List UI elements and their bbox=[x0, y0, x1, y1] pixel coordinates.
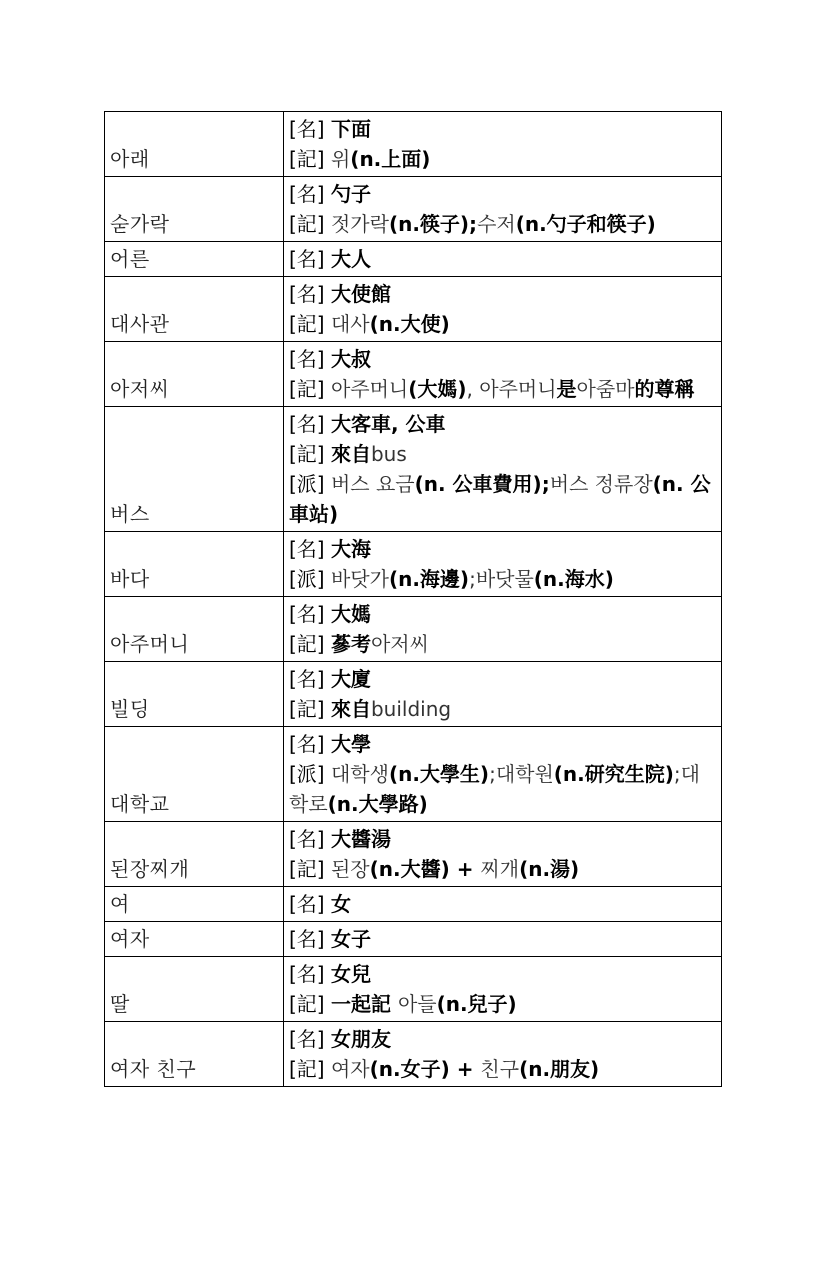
definition-cell bbox=[284, 532, 722, 597]
vocab-row bbox=[105, 177, 722, 242]
korean-text: ; bbox=[469, 567, 476, 591]
definition-line bbox=[289, 629, 716, 659]
definition-line bbox=[289, 439, 716, 469]
chinese-gloss: 大媽 bbox=[330, 602, 371, 626]
definition-line bbox=[289, 374, 716, 404]
chinese-gloss: (大媽) bbox=[408, 377, 467, 401]
entry-tag: [名] bbox=[289, 602, 331, 626]
entry-tag: [名] bbox=[289, 927, 331, 951]
definition-line bbox=[289, 664, 716, 694]
entry-tag: [記] bbox=[289, 697, 331, 721]
korean-text: 친구 bbox=[480, 1057, 520, 1081]
definition-line bbox=[289, 309, 716, 339]
korean-text: 버스 요금 bbox=[330, 472, 415, 496]
definition-line bbox=[289, 694, 716, 724]
chinese-gloss: (n.海水) bbox=[533, 567, 614, 591]
definition-line bbox=[289, 1024, 716, 1054]
definition-cell bbox=[284, 277, 722, 342]
chinese-gloss: (n.湯) bbox=[519, 857, 580, 881]
chinese-gloss: 大海 bbox=[330, 537, 371, 561]
chinese-gloss: 大使館 bbox=[330, 282, 391, 306]
definition-cell bbox=[284, 242, 722, 277]
vocab-row bbox=[105, 597, 722, 662]
definition-line bbox=[289, 729, 716, 759]
chinese-gloss: 大叔 bbox=[330, 347, 371, 371]
chinese-gloss: (n.大學生) bbox=[388, 762, 490, 786]
definition-cell bbox=[284, 407, 722, 532]
definition-cell bbox=[284, 177, 722, 242]
definition-line bbox=[289, 959, 716, 989]
korean-word: 버스 bbox=[105, 407, 284, 532]
chinese-gloss: 大廈 bbox=[330, 667, 371, 691]
definition-line bbox=[289, 469, 716, 529]
definition-cell bbox=[284, 822, 722, 887]
definition-cell bbox=[284, 887, 722, 922]
definition-line bbox=[289, 1054, 716, 1084]
korean-word: 대사관 bbox=[105, 277, 284, 342]
vocab-row bbox=[105, 532, 722, 597]
entry-tag: [名] bbox=[289, 282, 331, 306]
entry-tag: [名] bbox=[289, 667, 331, 691]
entry-tag: [名] bbox=[289, 412, 331, 436]
korean-word: 아저씨 bbox=[105, 342, 284, 407]
korean-text: 아주머니 bbox=[330, 377, 409, 401]
entry-tag: [名] bbox=[289, 537, 331, 561]
chinese-gloss: 勺子 bbox=[330, 182, 371, 206]
definition-cell bbox=[284, 727, 722, 822]
definition-line bbox=[289, 759, 716, 819]
korean-text: ; bbox=[673, 762, 681, 786]
definition-line bbox=[289, 599, 716, 629]
korean-text: ; bbox=[489, 762, 496, 786]
chinese-gloss: (n.大學路) bbox=[327, 792, 428, 816]
entry-tag: [派] bbox=[289, 762, 331, 786]
chinese-gloss: 女兒 bbox=[330, 962, 371, 986]
definition-line bbox=[289, 179, 716, 209]
korean-word: 숟가락 bbox=[105, 177, 284, 242]
entry-tag: [名] bbox=[289, 117, 331, 141]
entry-tag: [記] bbox=[289, 442, 331, 466]
entry-tag: [名] bbox=[289, 962, 331, 986]
entry-tag: [名] bbox=[289, 827, 331, 851]
korean-text: 버스 정류장 bbox=[549, 472, 653, 496]
definition-line bbox=[289, 854, 716, 884]
korean-word: 대학교 bbox=[105, 727, 284, 822]
chinese-gloss: (n.海邊) bbox=[388, 567, 470, 591]
entry-tag: [記] bbox=[289, 632, 331, 656]
definition-line bbox=[289, 144, 716, 174]
korean-text: 젓가락 bbox=[330, 212, 389, 236]
entry-tag: [記] bbox=[289, 312, 331, 336]
vocab-row bbox=[105, 662, 722, 727]
chinese-gloss: (n.上面) bbox=[350, 147, 431, 171]
vocab-row bbox=[105, 887, 722, 922]
chinese-gloss: 下面 bbox=[330, 117, 371, 141]
chinese-gloss: 來自 bbox=[330, 442, 371, 466]
entry-tag: [名] bbox=[289, 247, 331, 271]
vocab-row bbox=[105, 342, 722, 407]
korean-text: , 아주머니 bbox=[466, 377, 557, 401]
entry-tag: [名] bbox=[289, 732, 331, 756]
definition-line bbox=[289, 344, 716, 374]
entry-tag: [名] bbox=[289, 347, 331, 371]
definition-line bbox=[289, 244, 716, 274]
vocab-row bbox=[105, 922, 722, 957]
korean-text: 대학원 bbox=[495, 762, 554, 786]
korean-text: 바닷가 bbox=[330, 567, 389, 591]
korean-text: 대학로 bbox=[289, 762, 700, 816]
definition-cell bbox=[284, 922, 722, 957]
vocab-row bbox=[105, 242, 722, 277]
vocabulary-table bbox=[104, 111, 722, 1087]
definition-line bbox=[289, 114, 716, 144]
korean-text: 된장 bbox=[330, 857, 370, 881]
entry-tag: [記] bbox=[289, 857, 331, 881]
korean-word: 여자 친구 bbox=[105, 1022, 284, 1087]
korean-word: 아주머니 bbox=[105, 597, 284, 662]
vocab-row bbox=[105, 407, 722, 532]
chinese-gloss: 女朋友 bbox=[330, 1027, 391, 1051]
definition-line bbox=[289, 824, 716, 854]
definition-line bbox=[289, 564, 716, 594]
chinese-gloss: 大人 bbox=[330, 247, 371, 271]
korean-text: 아저씨 bbox=[370, 632, 429, 656]
korean-text: 위 bbox=[330, 147, 351, 171]
entry-tag: [記] bbox=[289, 992, 331, 1016]
chinese-gloss: (n.大醬) + bbox=[369, 857, 481, 881]
entry-tag: [記] bbox=[289, 147, 331, 171]
definition-line bbox=[289, 889, 716, 919]
chinese-gloss: 大客車, 公車 bbox=[330, 412, 446, 436]
korean-word: 아래 bbox=[105, 112, 284, 177]
definition-cell bbox=[284, 1022, 722, 1087]
definition-line bbox=[289, 989, 716, 1019]
chinese-gloss: (n.朋友) bbox=[519, 1057, 600, 1081]
document-page bbox=[104, 111, 721, 1087]
chinese-gloss: (n.女子) + bbox=[369, 1057, 481, 1081]
entry-tag: [名] bbox=[289, 892, 331, 916]
entry-tag: [派] bbox=[289, 472, 331, 496]
korean-word: 딸 bbox=[105, 957, 284, 1022]
korean-text: 대학생 bbox=[330, 762, 389, 786]
definition-cell bbox=[284, 597, 722, 662]
definition-line bbox=[289, 209, 716, 239]
korean-text: 바닷물 bbox=[475, 567, 534, 591]
korean-text: 대사 bbox=[330, 312, 370, 336]
chinese-gloss: 一起記 bbox=[330, 992, 398, 1016]
vocab-row bbox=[105, 1022, 722, 1087]
vocab-row bbox=[105, 727, 722, 822]
korean-text: building bbox=[370, 697, 452, 721]
korean-text: 수저 bbox=[477, 212, 516, 236]
korean-word: 된장찌개 bbox=[105, 822, 284, 887]
chinese-gloss: (n. 公車費用); bbox=[414, 472, 550, 496]
chinese-gloss: (n.兒子) bbox=[436, 992, 517, 1016]
entry-tag: [名] bbox=[289, 1027, 331, 1051]
chinese-gloss: 大醬湯 bbox=[330, 827, 391, 851]
entry-tag: [名] bbox=[289, 182, 331, 206]
korean-word: 바다 bbox=[105, 532, 284, 597]
korean-text: bus bbox=[370, 442, 407, 466]
entry-tag: [派] bbox=[289, 567, 331, 591]
chinese-gloss: (n. 公車站) bbox=[289, 472, 711, 526]
chinese-gloss: (n.研究生院) bbox=[553, 762, 674, 786]
korean-word: 어른 bbox=[105, 242, 284, 277]
korean-text: 여자 bbox=[330, 1057, 370, 1081]
korean-text: 아줌마 bbox=[576, 377, 635, 401]
definition-line bbox=[289, 279, 716, 309]
entry-tag: [記] bbox=[289, 212, 331, 236]
chinese-gloss: (n.大使) bbox=[369, 312, 450, 336]
vocab-row bbox=[105, 957, 722, 1022]
korean-text: 아들 bbox=[397, 992, 437, 1016]
korean-word: 빌딩 bbox=[105, 662, 284, 727]
chinese-gloss: 的尊稱 bbox=[634, 377, 695, 401]
vocabulary-table-body bbox=[105, 112, 722, 1087]
korean-text: 찌개 bbox=[480, 857, 520, 881]
definition-cell bbox=[284, 957, 722, 1022]
chinese-gloss: 是 bbox=[556, 377, 577, 401]
definition-cell bbox=[284, 662, 722, 727]
chinese-gloss: 來自 bbox=[330, 697, 371, 721]
chinese-gloss: 女子 bbox=[330, 927, 371, 951]
definition-cell bbox=[284, 112, 722, 177]
korean-word: 여자 bbox=[105, 922, 284, 957]
chinese-gloss: (n.勺子和筷子) bbox=[515, 212, 656, 236]
definition-line bbox=[289, 534, 716, 564]
entry-tag: [記] bbox=[289, 1057, 331, 1081]
definition-cell bbox=[284, 342, 722, 407]
vocab-row bbox=[105, 822, 722, 887]
vocab-row bbox=[105, 112, 722, 177]
definition-line bbox=[289, 924, 716, 954]
entry-tag: [記] bbox=[289, 377, 331, 401]
vocab-row bbox=[105, 277, 722, 342]
chinese-gloss: (n.筷子); bbox=[388, 212, 478, 236]
chinese-gloss: 大學 bbox=[330, 732, 371, 756]
korean-word: 여 bbox=[105, 887, 284, 922]
chinese-gloss: 女 bbox=[330, 892, 351, 916]
definition-line bbox=[289, 409, 716, 439]
chinese-gloss: 蔘考 bbox=[330, 632, 371, 656]
